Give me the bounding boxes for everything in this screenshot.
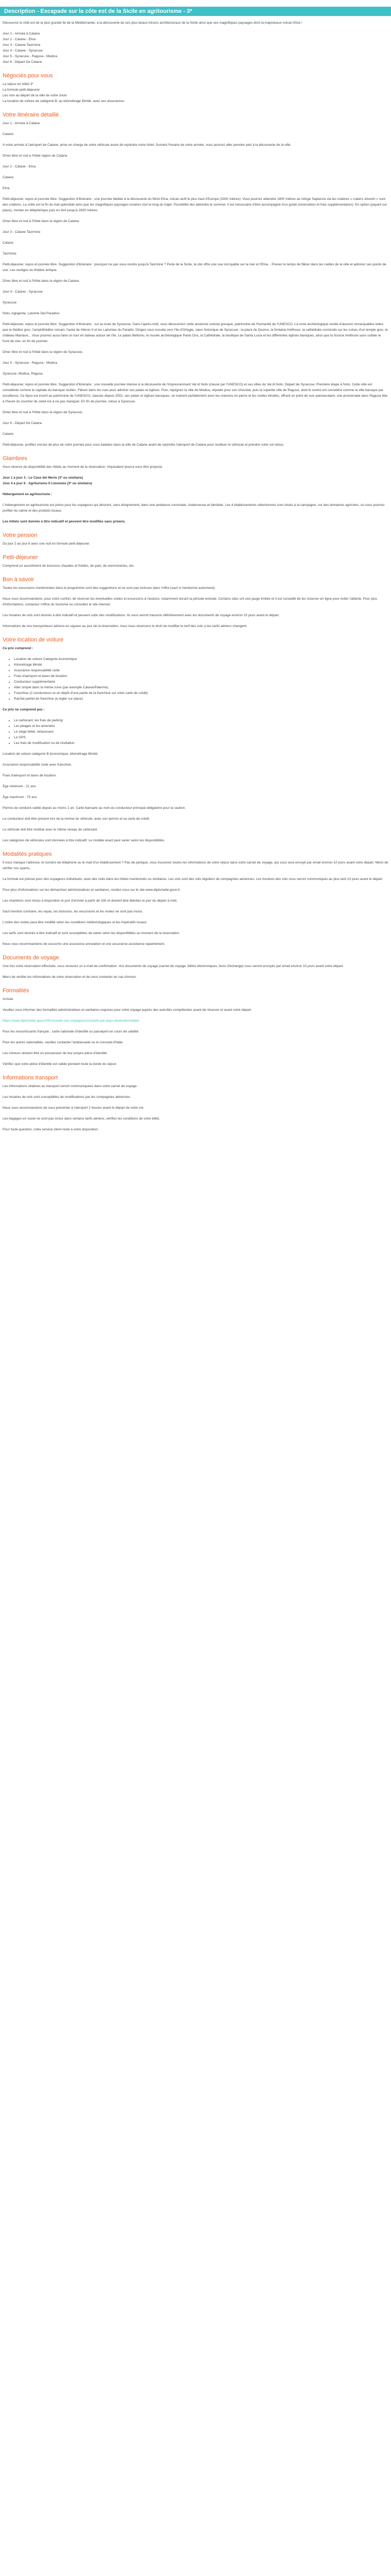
day-text: Dîner libre et nuit à l'hôtel dans la région de Syracuse. [3, 411, 83, 414]
car-excluded-label [3, 707, 388, 713]
base-text: Informations de nos transporteurs aériens en vigueur au jour de la réservation, nous nous réservons le droit de modifier le tarif des vols si les tarifs aériens changent. [3, 624, 248, 628]
terms-text: Nous vous recommandons de souscrire une assurance annulation et une assurance assistance rapatriement. [3, 942, 166, 946]
hotels-agri-label [3, 492, 388, 497]
hotels-footer [3, 519, 388, 524]
car-info: Frais d'aéroport et taxes de location. [3, 774, 57, 777]
intro-day: Jour 5 - Syracuse - Ragusa - Modica [3, 55, 57, 58]
docs-text: Une fois votre réservation effectuée, vous recevrez un e-mail de confirmation. Vos documents de voyage (carnet de voyage, billets électroniques, bons d'échange) vous seront envoyés par email environ 10 jours avant votre départ. [3, 964, 344, 968]
transport-text: Les informations relatives au transport seront communiquées dans votre carnet de voyage. [3, 1084, 138, 1088]
transport-text: Pour toute question, notre service client reste à votre disposition. [3, 1128, 99, 1131]
car-info: Les catégories de véhicules sont données à titre indicatif. Le modèle exact peut varier selon les disponibilités. [3, 839, 166, 842]
day-location: Etna [3, 187, 10, 190]
hotels-footer-text: Les hôtels sont donnés à titre indicatif et peuvent être modifiés sans préavis. [3, 520, 126, 523]
day-text: Dîner libre et nuit à l'hôtel région de Catane. [3, 154, 68, 158]
intro-day-list [3, 31, 388, 65]
intro-text: Découvrez le côté est de la plus grande île de la Méditerranée, à la découverte de ses plus beaux trésors architecturaux de la Sicile ainsi que ses magnifiques paysages dont la majestueux volcan Etna ! [3, 21, 302, 25]
hotels-agri-text: L'hébergement en agritourisme est prévu pour les voyageurs qui désirent, sans éloignement, dans une ambiance conviviale, chaleureuse et familiale. Les 4 établissements sélectionnés sont situés à la campagne, sur des domaines agricoles, où vous pourrez profiter du calme et des produits locaux. [3, 503, 385, 513]
page-title: Description - Escapade sur la côte est de la Sicile en agritourisme - 3* [4, 8, 192, 14]
intro-day: Jour 3 - Catane Taormine [3, 43, 41, 47]
day-title: Jour 5 - Syracuse - Ragusa - Modica [3, 361, 57, 365]
car-excluded-item: • Le GPS [14, 735, 388, 740]
car-included-item: • Rachat partiel de franchise (à régler sur place) [14, 696, 388, 702]
car-info: Âge minimum : 21 ans [3, 785, 36, 788]
day-title: Jour 6 - Départ De Catane [3, 421, 42, 425]
terms-text: L'ordre des visites peut être modifié selon les conditions météorologiques et les impératifs locaux. [3, 921, 148, 924]
car-included-item: • Franchise (2 conducteurs et un dépôt d'une partie de la franchise sur votre carte de crédit) [14, 690, 388, 696]
car-info: Permis de conduire valide depuis au moins 1 an. Carte bancaire au nom du conducteur principal obligatoire pour la caution. [3, 806, 186, 810]
terms-text: La formule est prévue pour des voyageurs individuels, avec des nuits dans les hôtels mentionnés ou similaires. Les vols sont des vols réguliers de compagnies aériennes. Les horaires des vols vous seront communiqués au plus tard 10 jours avant le départ. [3, 877, 383, 881]
day-text: Dîner libre et nuit à l'hôtel dans la région de Catane. [3, 219, 80, 223]
hotel-item: Jour 4 à jour 6 : Agriturismo Il Limoneto (3* ou similaire) [3, 482, 92, 485]
day-title: Jour 3 - Catane Taormine [3, 230, 41, 234]
day-text: Petit-déjeuner, profitez encore de plus de votre journée pour vous baladez dans la ville de Catane avant de rejoindre l'aéroport de Catane pour restituer le véhicule et prendre votre vol retour. [3, 443, 284, 447]
day-title: Jour 4 - Catane - Syracuse [3, 290, 43, 294]
day-text: Dîner libre et nuit à l'hôtel dans la région de Syracuse. [3, 350, 83, 354]
intro-day: Jour 2 - Catane - Etna [3, 38, 36, 41]
transport-text: Les horaires de vols sont susceptibles de modifications par les compagnies aériennes. [3, 1095, 131, 1099]
intro-day: Jour 1 - Arrivée à Catane [3, 32, 40, 36]
formalities-subtitle: Arrivée [3, 997, 13, 1001]
terms-text: Pour plus d'informations sur les démarches administratives et sanitaires, rendez-vous sur le site www.diplomatie.gouv.fr. [3, 888, 181, 892]
hotels-heading: Glambres [3, 455, 27, 462]
docs-text: Merci de vérifier les informations de votre réservation et de nous contacter en cas d'erreur. [3, 975, 137, 979]
car-info: Le véhicule doit être restitué avec le même niveau de carburant. [3, 828, 98, 832]
formalities-text: Veuillez vous informer des formalités administratives et sanitaires requises pour votre voyage auprès des autorités compétentes avant de réserver et avant votre départ. [3, 1008, 252, 1012]
transport-text: Les bagages en soute ne sont pas inclus dans certains tarifs aériens, vérifiez les conditions de votre billet. [3, 1117, 160, 1121]
transport-heading: Informations transport [3, 1075, 58, 1081]
car-excluded-label-text: Ce prix ne comprend pas : [3, 708, 45, 711]
car-included-label-text: Ce prix comprend : [3, 647, 34, 650]
breakfast-text: Comprend un assortiment de boissons chaudes et froides, de pain, de viennoiseries, etc. [3, 564, 135, 568]
intro-day: Jour 6 - Départ De Catane [3, 60, 42, 64]
day-location: Noto, Agrigente, Latomie Del Paradiso [3, 312, 60, 315]
car-excluded-item: • Les péages et les amendes [14, 723, 388, 729]
base-text: Toutes les excursions mentionnées dans le programme sont des suggestions et ne sont pas incluses dans l'offre (sauf si mentionné autrement). [3, 586, 216, 590]
pension-heading: Votre pension [3, 532, 38, 538]
day-text: Petit-déjeuner, repos et journée libre. Suggestion d'itinéraire : pourquoi ne pas vous rendre jusqu'à Taormine ? Perle de la Sicile, la cité offre une vue incroyable sur la mer et l'Etna... Prenez le temps de flâner dans les ruelles de la ville et admirez ses points de vue. Les vestiges du théâtre antique. [3, 263, 386, 272]
page-title-banner [0, 7, 391, 16]
base-text: Nous vous recommandons, pour votre confort, de réserver les éventuelles visites et excursions à l'avance, notamment durant la période estivale. Certains sites ont une jauge limitée et il est conseillé de les réserver en ligne pour éviter l'attente. Pour plus d'informations, contactez l'office du tourisme ou consultez le site internet. [3, 597, 378, 606]
hotel-item: Jour 1 à jour 3 : Le Case del Merlo (3* ou similaire) [3, 476, 83, 480]
car-info: Location de voiture catégorie B économique, kilométrage illimité. [3, 752, 99, 756]
terms-heading: Modalités pratiques [3, 851, 52, 857]
day-location: Catane [3, 176, 13, 179]
pension-text: Du jour 2 au jour 6 avec une nuit en formule petit-déjeuner. [3, 542, 90, 546]
day-text: A votre arrivée à l'aéroport de Catane, prise en charge de votre véhicule avant de rejoindre votre hôtel. Suivant l'horaire de votre arrivée, vous pourrez aller prendre part à la découverte de la ville. [3, 143, 291, 147]
car-included-list [3, 656, 388, 702]
car-info: Assurance responsabilité civile avec franchise. [3, 763, 72, 767]
breakfast-heading: Petit-déjeuner [3, 554, 38, 561]
day-text: Petit-déjeuner, repos et journée libre. Suggestion d'itinéraire : une journée dédiée à la découverte du Mont Etna, volcan actif le plus haut d'Europe (3300 mètres). Vous pourrez atteindre 1800 mètres au refuge Sapienza via les cratères « craters silvestri » sont des cratères. La crête est la fin du trail splendide ainsi que les magnifiques paysages lunaires tout le long du trajet. Possibilité des atteindre le sommet. Il est nécessaire d'être accompagné d'un guide (réservation et frais supplémentaires). En option (payant sur place), monter en téléphérique puis en 4x4 jusqu'à 2900 mètres. [3, 197, 387, 212]
transport-text: Nous vous recommandons de vous présenter à l'aéroport 2 heures avant le départ de votre vol. [3, 1106, 144, 1110]
car-included-item: • Aller simple dans la même zone (par exemple Catane/Palerme) [14, 685, 388, 690]
hotels-agri-label-text: Hébergement en agritourisme : [3, 493, 53, 496]
day-location: Taormine [3, 252, 17, 256]
day-text: Petit-déjeuner, repos et journée libre. Suggestion d'itinéraire : une nouvelle journée intense à la découverte de l'impressionnant Val di Noto (classé par l'UNESCO) et ses villes du Val di Noto. Départ de Syracuse. Première étape à Noto. Cette ville est considérée comme la capitale du baroque sicilien. Flânez dans les rues pour admirer ses palais et églises. Puis, rejoignez la ville de Modica, réputée pour son chocolat, puis la superbe ville de Raguse, dont le centre est considéré comme la ville baroque par excellence. Ce bijou est inscrit au patrimoine de l'UNESCO, classée depuis 2002, ses palais et églises baroques, se marient parfaitement avec les maisons en pierre et les ruelles étroites, offrant un point de vue spectaculaire, une promenade dans Ragusa Ibla à l'heure du coucher de soleil est à ne pas manquer. En fin de journée, retour à Syracuse. [3, 383, 387, 403]
why-list [3, 81, 388, 104]
content [0, 20, 391, 1132]
car-excluded-item: • Les frais de modification ou de résiliation [14, 740, 388, 746]
car-excluded-item: • Le siège bébé, rehausseur [14, 729, 388, 735]
formalities-heading: Formalités [3, 988, 29, 994]
car-included-item: • Location de voiture Catégorie économique [14, 656, 388, 662]
day-text: Petit-déjeuner, repos et journée libre. Suggestion d'itinéraire : sur la route de Syracuse. Dans l'après-midi, vous découvrirez cette ancienne colonie grecque, patrimoine de l'humanité de l'UNESCO. La zone archéologique recèle d'œuvres remarquables telles que le théâtre grec, l'amphithéâtre romain, l'autel de Hiéron II et les Latomies du Paradis. Dirigez-vous ensuite vers l'île d'Ortygie, cœur historique de Syracuse : la place du Duomo, la fontaine Aréthuse, la cathédrale construite sur les ruines d'un temple grec, le château Maniace... Vous pourrez aussi faire un tour en bateau autour de l'île. Le palais Bellomo, le musée archéologique Paolo Orsi, la Cathédrale, la basilique de Santa Lucia et les différentes églises baroques, ainsi que la Source Aréthuse sans oublier le front de mer, en fin de journée. [3, 323, 388, 343]
car-included-item: • Conducteur supplémentaire [14, 679, 388, 685]
hotels-note: Sous réserve de disponibilité des hôtels au moment de la réservation, l'équivalent pourra vous être proposé. [3, 465, 163, 469]
formalities-link[interactable]: https://www.diplomatie.gouv.fr/fr/conseils-aux-voyageurs/conseils-par-pays-destination/italie/ [3, 1019, 140, 1023]
docs-heading: Documents de voyage [3, 955, 59, 961]
car-excluded-item: • Le carburant, les frais de parking [14, 718, 388, 723]
base-text: Les horaires de vols sont donnés à titre indicatif et peuvent subir des modifications. Ils vous seront transmis définitivement avec les documents de voyage environ 10 jours avant le départ. [3, 614, 280, 617]
intro-day: Jour 4 - Catane - Syracuse [3, 49, 43, 53]
day-title: Jour 1 - Arrivée à Catane [3, 122, 40, 125]
why-item: La formule petit-déjeuner [3, 88, 40, 92]
formalities-text: Vérifiez que votre pièce d'identité est valide pendant toute la durée du séjour. [3, 1062, 117, 1066]
day-location: Catane [3, 432, 13, 436]
terms-text: Les chambres sont mises à disposition le jour d'arrivée à partir de 15h et doivent être libérées le jour du départ à midi. [3, 899, 177, 903]
formalities-text: Pour les autres nationalités, veuillez contacter l'ambassade ou le consulat d'Italie. [3, 1041, 124, 1044]
car-included-label [3, 646, 388, 651]
why-item: La location de voiture de catégorie B, au kilométrage illimité, avec ses assurances [3, 99, 124, 103]
day-location: Syracuse [3, 301, 17, 304]
itinerary-heading: Votre itinéraire détaillé [3, 112, 59, 118]
car-info: Âge maximum : 75 ans [3, 795, 37, 799]
base-heading: Bon à savoir [3, 577, 35, 583]
why-heading: Négociés pour vous [3, 73, 53, 79]
car-included-item: • Kilométrage illimité [14, 662, 388, 668]
day-location: Catane [3, 241, 13, 245]
hotels-list [3, 475, 388, 486]
car-info: Le conducteur doit être présent lors de la remise du véhicule, avec son permis et sa carte de crédit. [3, 817, 150, 821]
why-item: Les vols au départ de la ville de votre choix [3, 94, 67, 97]
day-title: Jour 2 - Catane - Etna [3, 165, 36, 168]
formalities-text: Pour les ressortissants français : carte nationale d'identité ou passeport en cours de validité. [3, 1030, 139, 1033]
why-item: La séjour en hôtel 3* [3, 82, 34, 86]
car-heading: Votre location de voiture [3, 637, 64, 643]
day-location: Catane [3, 132, 13, 136]
car-excluded-list [3, 718, 388, 746]
car-included-item: • Assurance responsabilité civile [14, 668, 388, 673]
day-location: Syracuse, Modica, Ragusa [3, 372, 43, 376]
day-text: Dîner libre et nuit à l'hôtel dans la région de Catane. [3, 279, 80, 283]
car-included-item: • Frais d'aéroport et taxes de location [14, 673, 388, 679]
terms-text: Les tarifs sont donnés à titre indicatif et sont susceptibles de varier selon les disponibilités au moment de la réservation. [3, 931, 180, 935]
terms-text: Il vous manque l'adresse, le numéro de téléphone ou le mail d'un établissement ? Pas de panique, vous trouverez toutes les informations de votre séjour dans votre carnet de voyage, qui vous sera envoyé par email environ 10 jours avant votre départ. Merci de vérifier vos spams. [3, 861, 388, 870]
terms-text: Sauf mention contraire, les repas, les boissons, les excursions et les visites ne sont pas inclus. [3, 910, 143, 913]
page [0, 7, 391, 1140]
formalities-text: Les mineurs doivent être en possession de leur propre pièce d'identité. [3, 1052, 108, 1055]
